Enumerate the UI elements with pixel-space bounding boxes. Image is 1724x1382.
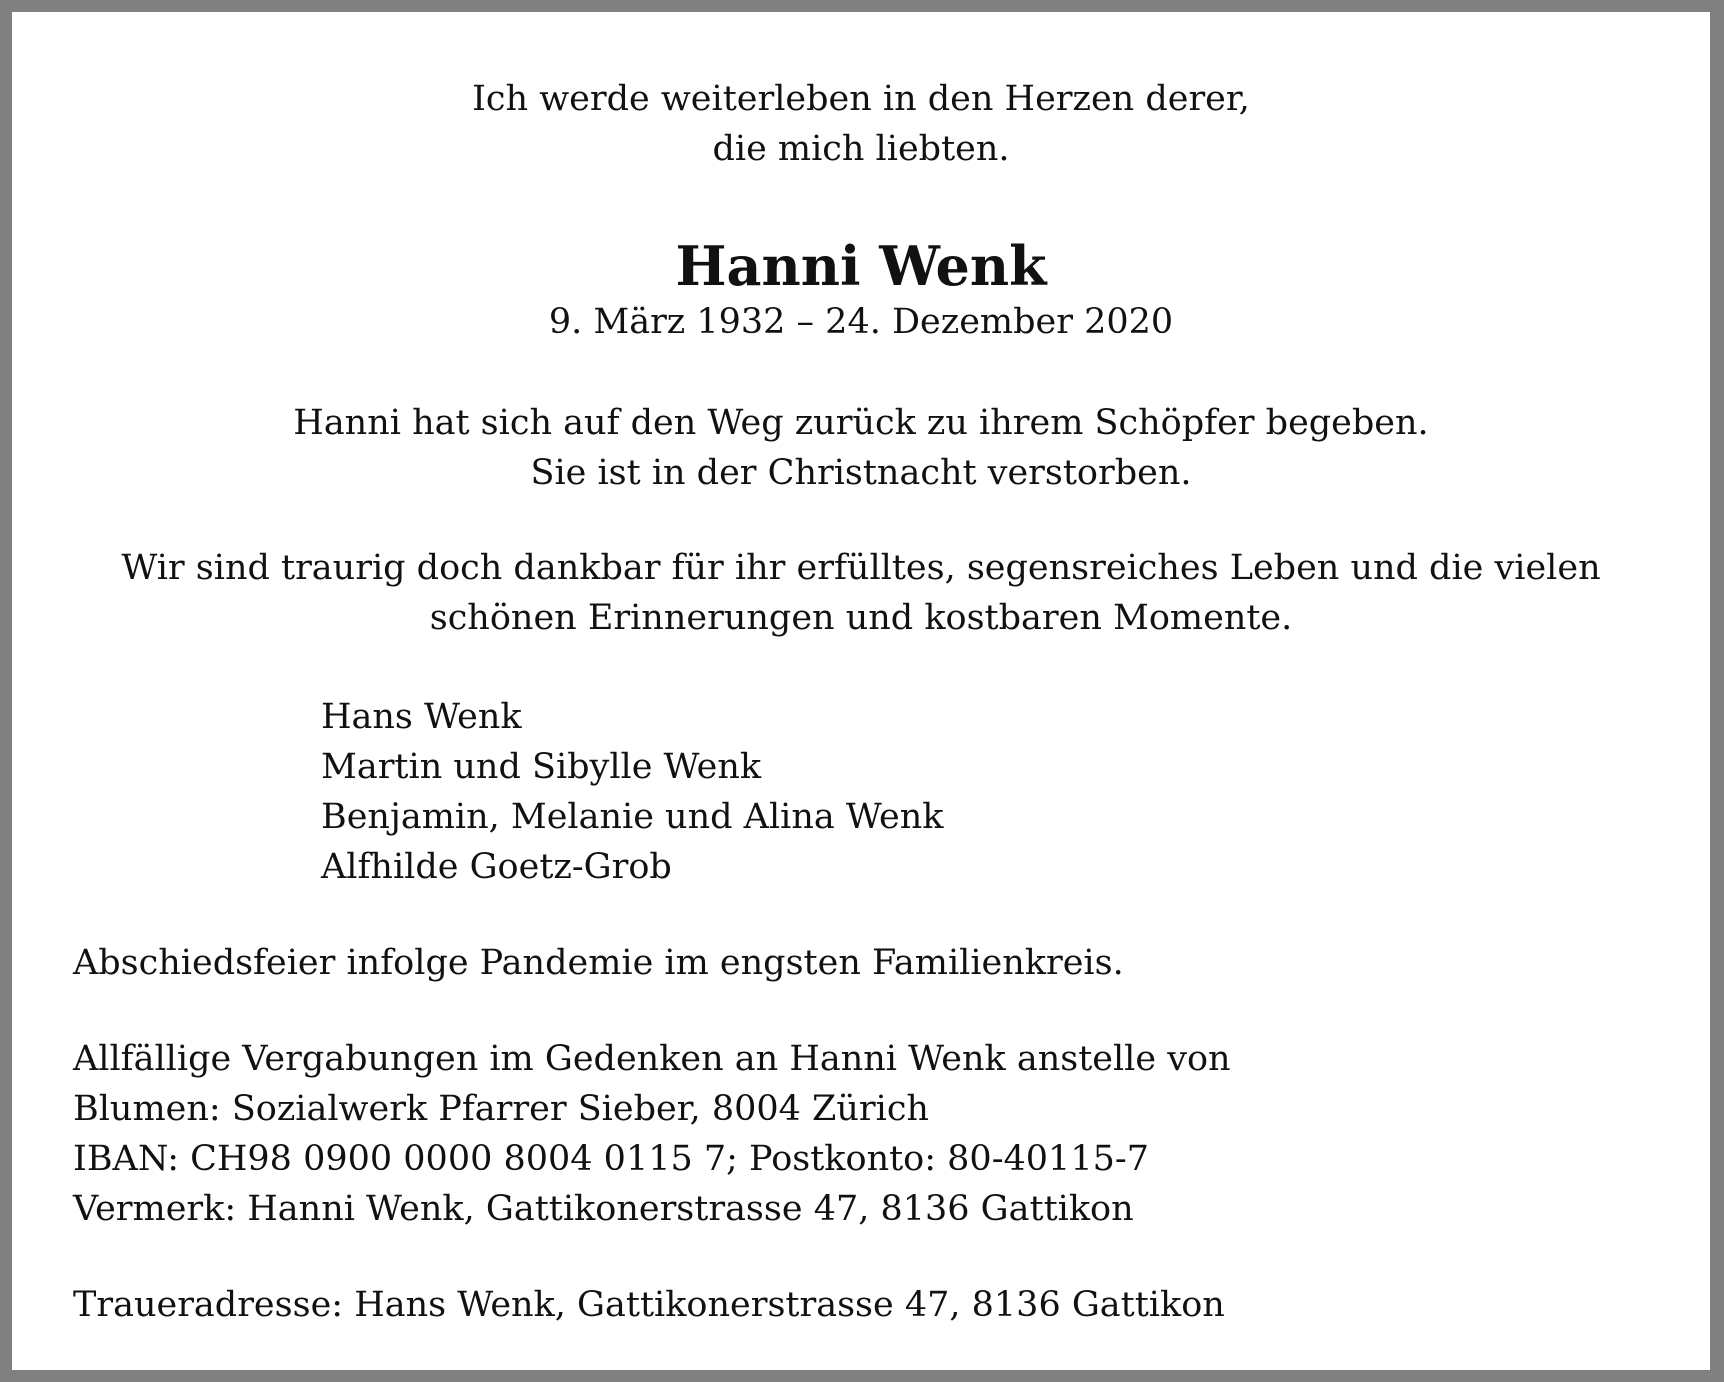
donation-line: Vermerk: Hanni Wenk, Gattikonerstrasse 47, 8136 Gattikon <box>73 1189 1134 1229</box>
obituary-notice <box>12 12 1710 1370</box>
gratitude-line-2: schönen Erinnerungen und kostbaren Momente. <box>429 598 1293 638</box>
donation-line: IBAN: CH98 0900 0000 8004 0115 7; Postkonto: 80-40115-7 <box>73 1139 1149 1179</box>
family-member: Martin und Sibylle Wenk <box>321 747 762 787</box>
ceremony-note: Abschiedsfeier infolge Pandemie im engsten Familienkreis. <box>73 943 1124 983</box>
quote-line-1: Ich werde weiterleben in den Herzen derer, <box>472 79 1250 119</box>
gratitude-line-1: Wir sind traurig doch dankbar für ihr erfülltes, segensreiches Leben und die vielen <box>121 548 1601 588</box>
family-member: Benjamin, Melanie und Alina Wenk <box>321 797 944 837</box>
mourning-address: Traueradresse: Hans Wenk, Gattikonerstrasse 47, 8136 Gattikon <box>73 1285 1225 1325</box>
life-dates: 9. März 1932 – 24. Dezember 2020 <box>548 302 1174 342</box>
donation-line: Allfällige Vergabungen im Gedenken an Hanni Wenk anstelle von <box>73 1039 1231 1079</box>
family-member: Hans Wenk <box>321 697 522 737</box>
message-line-1: Hanni hat sich auf den Weg zurück zu ihrem Schöpfer begeben. <box>293 403 1429 443</box>
deceased-name: Hanni Wenk <box>675 234 1047 298</box>
family-member: Alfhilde Goetz-Grob <box>321 847 672 887</box>
donation-line: Blumen: Sozialwerk Pfarrer Sieber, 8004 Zürich <box>73 1089 929 1129</box>
message-line-2: Sie ist in der Christnacht verstorben. <box>530 453 1192 493</box>
quote-line-2: die mich liebten. <box>712 129 1010 169</box>
